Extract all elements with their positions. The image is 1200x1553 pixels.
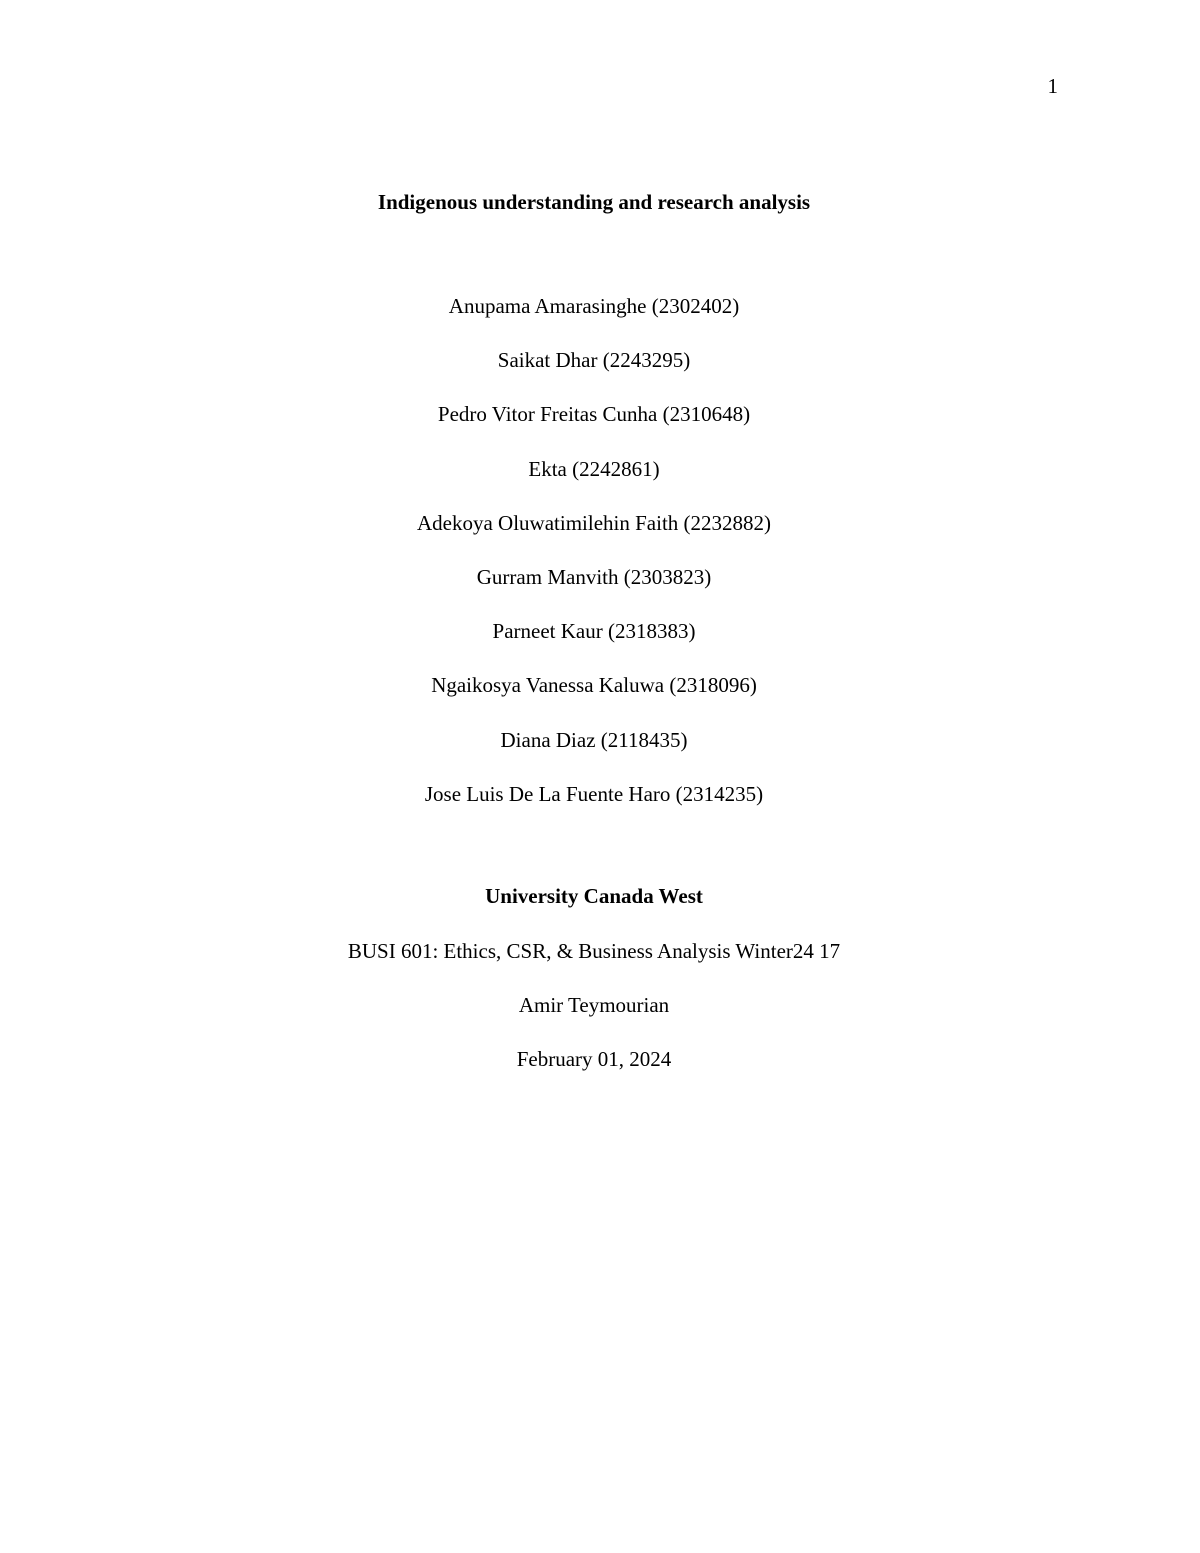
author-name: Ekta (2242861)	[528, 456, 660, 481]
course-details	[0, 937, 1188, 1099]
instructor-name: Amir Teymourian	[518, 993, 670, 1017]
author-name: Saikat Dhar (2243295)	[497, 348, 691, 373]
author-list	[0, 292, 1188, 834]
author-name: Pedro Vitor Freitas Cunha (2310648)	[437, 402, 751, 427]
document-title: Indigenous understanding and research analysis	[377, 190, 811, 214]
page-number: 1	[1047, 74, 1058, 98]
submission-date: February 01, 2024	[516, 1047, 672, 1071]
author-name: Ngaikosya Vanessa Kaluwa (2318096)	[431, 673, 757, 698]
institution-name: University Canada West	[485, 884, 703, 908]
author-name: Gurram Manvith (2303823)	[476, 564, 712, 589]
course-name: BUSI 601: Ethics, CSR, & Business Analysis Winter24 17	[347, 939, 841, 963]
author-name: Jose Luis De La Fuente Haro (2314235)	[424, 781, 764, 806]
author-name: Adekoya Oluwatimilehin Faith (2232882)	[416, 510, 772, 535]
author-name: Anupama Amarasinghe (2302402)	[448, 294, 740, 318]
author-name: Diana Diaz (2118435)	[500, 727, 688, 752]
author-name: Parneet Kaur (2318383)	[492, 619, 696, 644]
